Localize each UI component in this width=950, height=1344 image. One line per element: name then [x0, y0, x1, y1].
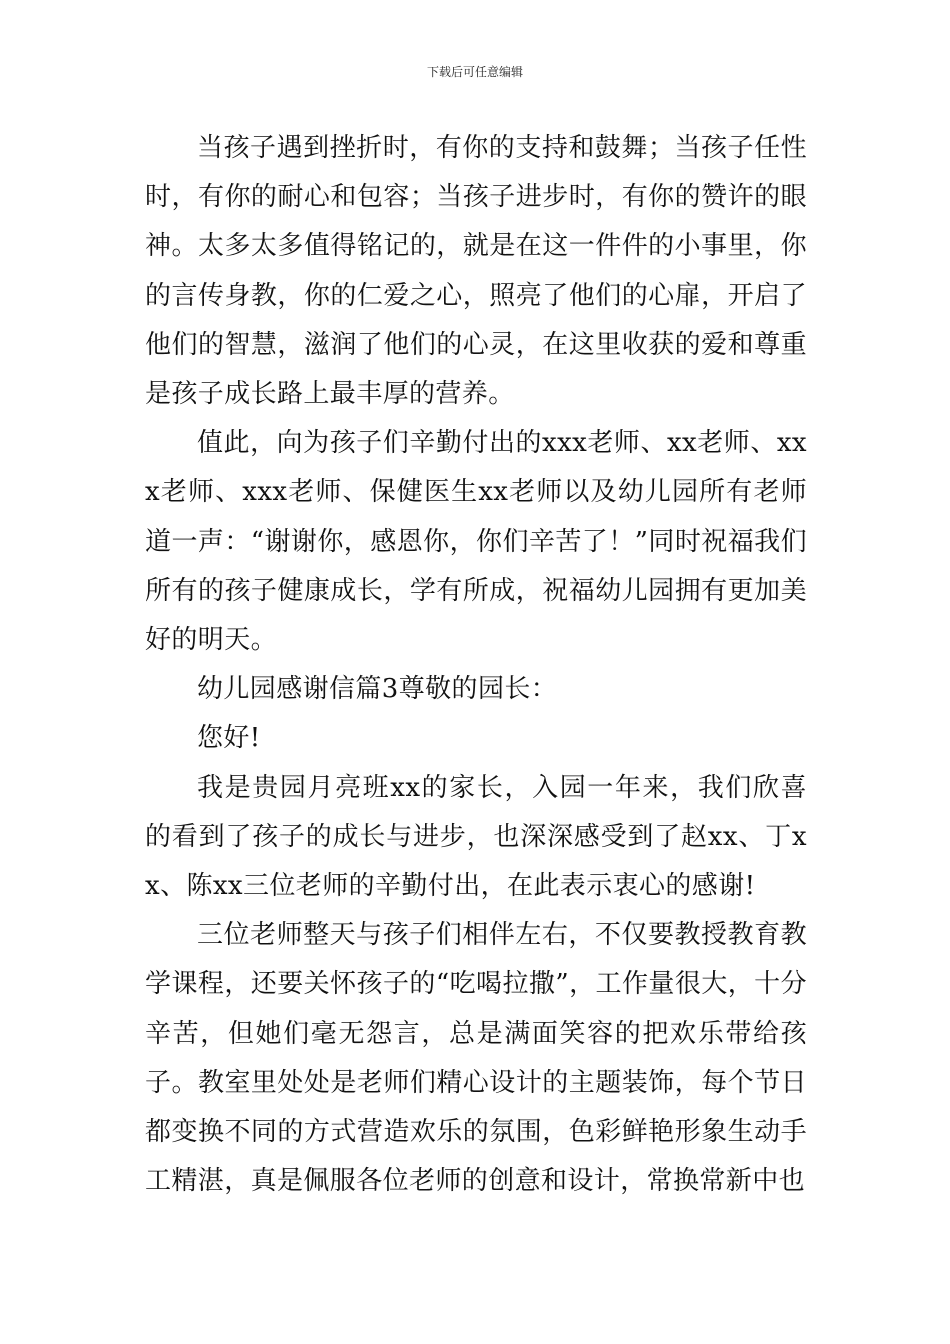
paragraph-parent-intro: 我是贵园月亮班xx的家长，入园一年来，我们欣喜的看到了孩子的成长与进步，也深深感受到了赵xx、丁xx、陈xx三位老师的辛勤付出，在此表示衷心的感谢!: [145, 772, 807, 902]
page-header: 下载后可任意编辑: [426, 65, 523, 79]
letter-3-heading: 幼儿园感谢信篇3尊敬的园长：: [197, 674, 558, 705]
paragraph-gratitude: 当孩子遇到挫折时，有你的支持和鼓舞；当孩子任性时，有你的耐心和包容；当孩子进步时，有你的赞许的眼神。太多太多值得铭记的，就是在这一件件的小事里，你的言传身教，你的仁爱之心，照亮了他们的心扉，开启了他们的智慧，滋润了他们的心灵，在这里收获的爱和尊重是孩子成长路上最丰厚的营养。: [145, 133, 807, 410]
document-body: [145, 124, 807, 1206]
paragraph-teachers-work: 三位老师整天与孩子们相伴左右，不仅要教授教育教学课程，还要关怀孩子的“吃喝拉撒”，工作量很大，十分辛苦，但她们毫无怨言，总是满面笑容的把欢乐带给孩子。教室里处处是老师们精心设计的主题装饰，每个节日都变换不同的方式营造欢乐的氛围，色彩鲜艳形象生动手工精湛，真是佩服各位老师的创意和设计，常换常新中也: [145, 920, 807, 1197]
paragraph-thanks-teachers: 值此，向为孩子们辛勤付出的xxx老师、xx老师、xxx老师、xxx老师、保健医生xx老师以及幼儿园所有老师道一声：“谢谢你，感恩你，你们辛苦了！”同时祝福我们所有的孩子健康成长，学有所成，祝福幼儿园拥有更加美好的明天。: [145, 428, 807, 656]
letter-greeting: 您好!: [197, 723, 261, 754]
